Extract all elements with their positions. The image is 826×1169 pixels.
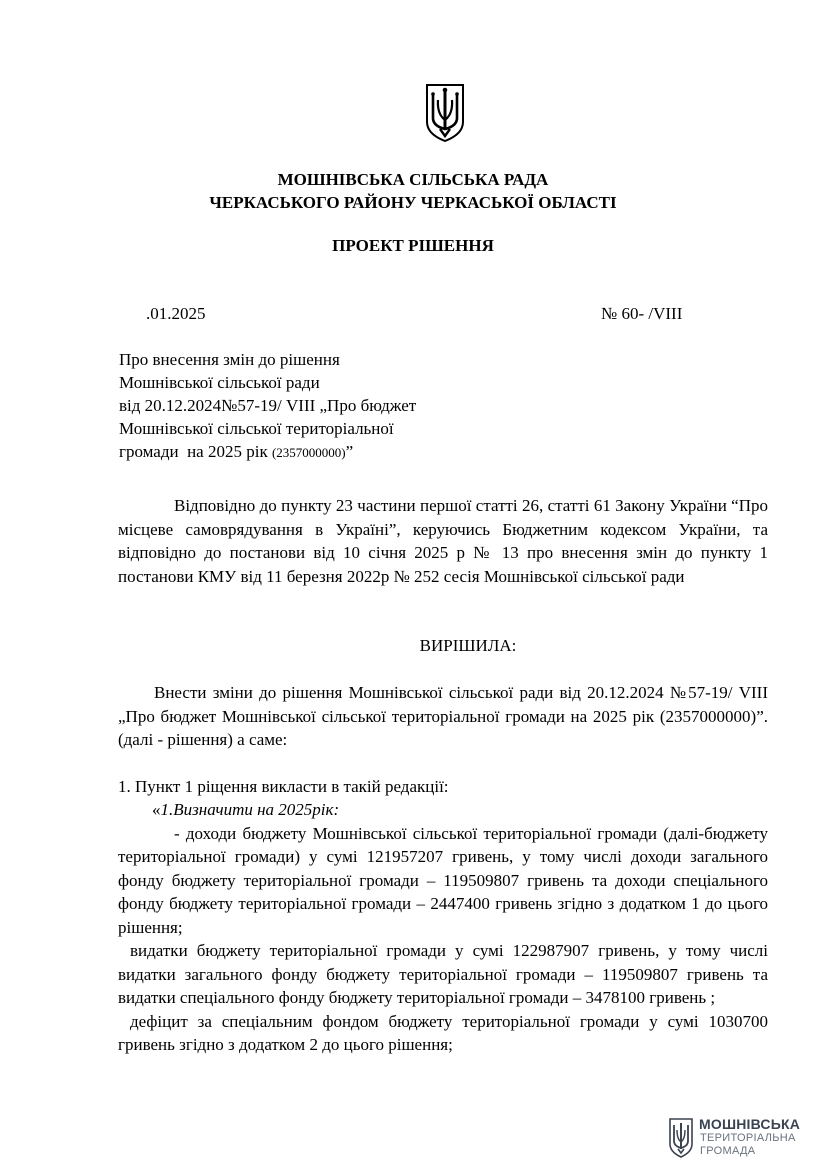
council-region: ЧЕРКАСЬКОГО РАЙОНУ ЧЕРКАСЬКОЇ ОБЛАСТІ [209, 193, 617, 212]
watermark-subtitle: ТЕРИТОРІАЛЬНА [700, 1132, 796, 1144]
intro-paragraph: Внести зміни до рішення Мошнівської сільської ради від 20.12.2024 №57-19/ VIII „Про бюджет Мошнівської сільської територіальної громади на 2025 рік (2357000000)”. (далі - рішення) а саме: [118, 683, 768, 749]
subject-line: Мошнівської сільської ради [119, 373, 320, 392]
preamble [118, 494, 768, 588]
watermark-title: МОШНІВСЬКА [699, 1116, 801, 1132]
coat-of-arms-icon [424, 82, 466, 144]
revenues-paragraph: - доходи бюджету Мошнівської сільської територіальної громади (далі-бюджету територіальної громади) у сумі 121957207 гривень, у тому числі доходи загального фонду бюджету територіальної громади – 119509807 гривень та доходи спеціального фонду бюджету територіальної громади – 2447400 гривень згідно з додатком 1 до цього рішення; [118, 823, 768, 937]
subject-line: від 20.12.2024№57-19/ VIII „Про бюджет [119, 396, 417, 415]
preamble-text: Відповідно до пункту 23 частини першої статті 26, статті 61 Закону України “Про місцеве самоврядування в Україні”, керуючись Бюджетним кодексом України, та відповідно до постанови від 10 січня 2025 р № 13 про внесення змін до пункту 1 постанови КМУ від 11 березня 2022р № 252 сесія Мошнівської сільської ради [118, 496, 768, 586]
community-watermark [668, 1116, 816, 1162]
trident-icon [668, 1117, 694, 1159]
decision-subject [119, 348, 416, 464]
watermark-subtitle: ГРОМАДА [700, 1145, 756, 1157]
decision-number: № 60- /VIII [601, 304, 683, 323]
budget-code: (2357000000) [271, 445, 346, 460]
council-name: МОШНІВСЬКА СІЛЬСЬКА РАДА [277, 170, 549, 189]
closing-quote: ” [345, 442, 354, 461]
subject-line: Про внесення змін до рішення [119, 350, 340, 369]
item-1-heading [118, 798, 768, 822]
open-quote: « [152, 800, 161, 819]
decision-body [118, 681, 768, 1057]
expenditures-paragraph: видатки бюджету територіальної громади у сумі 122987907 гривень, у тому числі видатки загального фонду бюджету територіальної громади – 119509807 гривень та видатки спеціального фонду бюджету територіальної громади – 3478100 гривень ; [118, 941, 768, 1007]
subject-line [119, 440, 416, 464]
subject-text: громади на 2025 рік [119, 442, 272, 461]
item-1: 1. Пункт 1 ріщення викласти в такій редакції: [118, 776, 449, 796]
document-type: ПРОЕКТ РІШЕННЯ [332, 236, 494, 255]
decision-date: .01.2025 [146, 304, 206, 323]
subject-line: Мошнівської сільської територіальної [119, 419, 394, 438]
deficit-paragraph: дефіцит за спеціальним фондом бюджету територіальної громади у сумі 1030700 гривень згідно з додатком 2 до цього рішення; [118, 1011, 768, 1054]
item-1-heading-text: 1.Визначити на 2025рік: [160, 800, 340, 819]
resolved-heading: ВИРІШИЛА: [419, 636, 517, 655]
